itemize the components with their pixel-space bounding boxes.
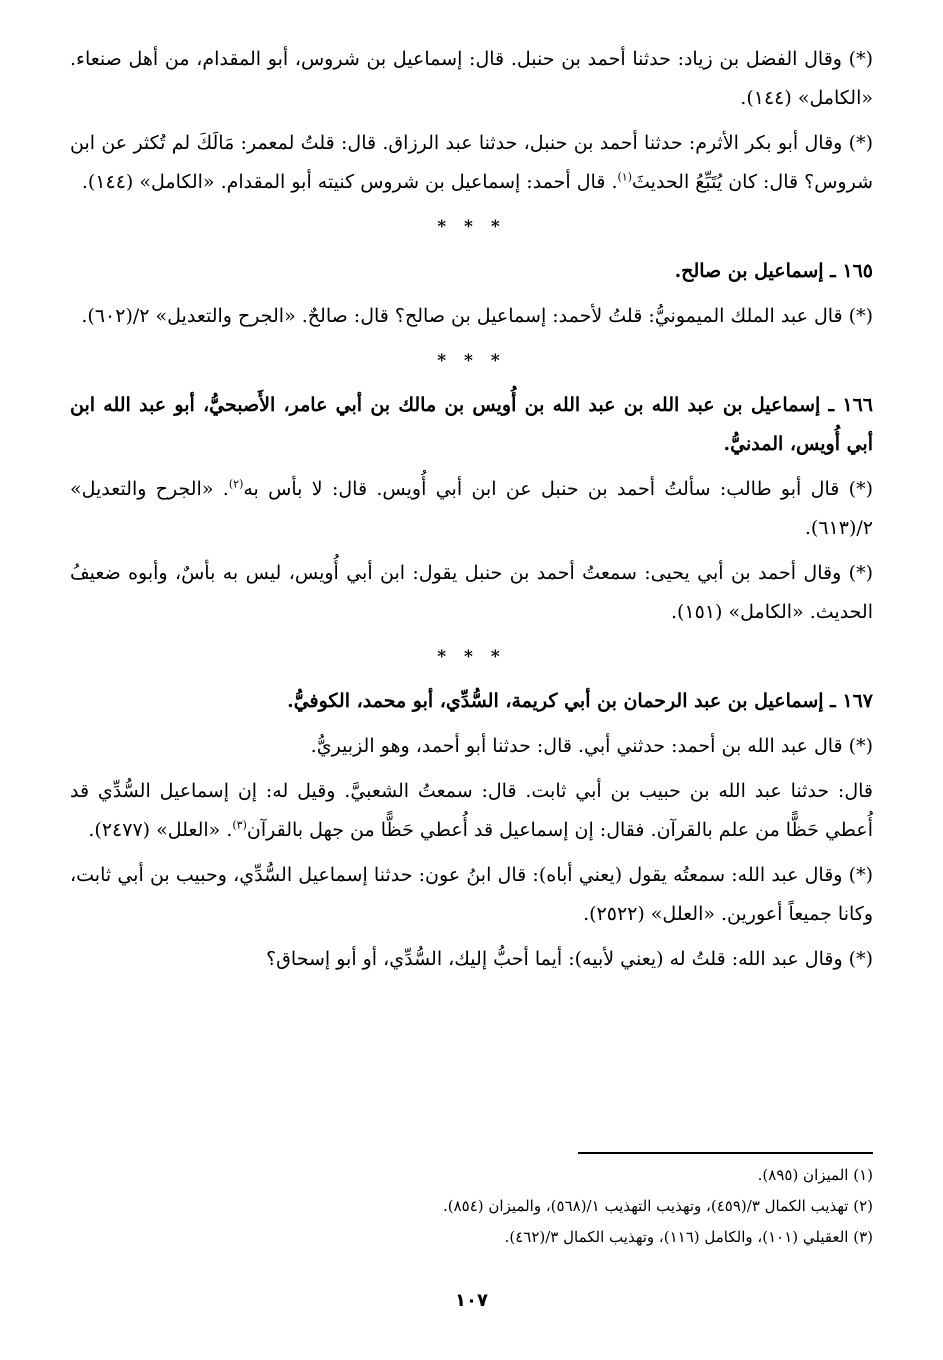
paragraph (70, 470, 873, 548)
footnote: (١) الميزان (٨٩٥). (757, 1166, 873, 1184)
entry-heading-166: ١٦٦ ـ إسماعيل بن عبد الله بن عبد الله بن أُويس بن مالك بن أبي عامر، الأَصبحيُّ، أبو عبد الله ابن أبي أُويس، المدنيُّ. (70, 394, 873, 455)
footnote-ref[interactable]: (٢) (228, 477, 244, 491)
paragraph-text: (*) قال أبو طالب: سألتُ أحمد بن حنبل عن ابن أبي أُويس. قال: لا بأس به (243, 478, 873, 500)
paragraph-text: (*) وقال أبو بكر الأثرم: حدثنا أحمد بن حنبل، حدثنا عبد الرزاق. قال: قلتُ لمعمر: مَالَكَ لم تُكثر عن ابن شروس؟ قال: كان يُتَبِّعُ الحديثَ (70, 132, 873, 193)
paragraph (70, 124, 873, 202)
paragraph: (*) وقال أحمد بن أبي يحيى: سمعتُ أحمد بن حنبل يقول: ابن أبي أُويس، ليس به بأسٌ، وأبوه ضعيفُ الحديث. «الكامل» (١٥١). (70, 562, 873, 623)
footnote-ref[interactable]: (٣) (232, 818, 247, 832)
page-number: ١٠٧ (455, 1290, 488, 1311)
footnote: (٣) العقيلي (١٠١)، والكامل (١١٦)، وتهذيب الكمال ٣/(٤٦٢). (504, 1228, 873, 1246)
section-separator: * * * (437, 647, 506, 667)
paragraph-text: . «العلل» (٢٤٧٧). (88, 819, 233, 841)
paragraph: (*) وقال الفضل بن زياد: حدثنا أحمد بن حنبل. قال: إسماعيل بن شروس، أبو المقدام، من أهل صنعاء. «الكامل» (١٤٤). (70, 48, 873, 109)
paragraph (70, 772, 873, 850)
footnote-ref[interactable]: (١) (617, 170, 632, 184)
footnote: (٢) تهذيب الكمال ٣/(٤٥٩)، وتهذيب التهذيب ١/(٥٦٨)، والميزان (٨٥٤). (443, 1197, 873, 1215)
footnote-divider (578, 1152, 873, 1154)
paragraph-text: . «الجرح والتعديل» ٢/(٦١٣). (70, 478, 873, 539)
paragraph-text: قال: حدثنا عبد الله بن حبيب بن أبي ثابت. قال: سمعتُ الشعبيَّ. وقيل له: إن إسماعيل السُّدِّي قد أُعطي حَظًّا من علم بالقرآن. فقال: إن إسماعيل قد أُعطي حَظًّا من جهل بالقرآن (70, 780, 873, 841)
paragraph-text: . قال أحمد: إسماعيل بن شروس كنيته أبو المقدام. «الكامل» (١٤٤). (81, 171, 618, 193)
page-body (70, 40, 873, 985)
section-separator: * * * (437, 217, 506, 237)
section-separator: * * * (437, 351, 506, 371)
footnotes (70, 1160, 873, 1253)
entry-heading-165: ١٦٥ ـ إسماعيل بن صالح. (674, 260, 873, 282)
entry-heading-167: ١٦٧ ـ إسماعيل بن عبد الرحمان بن أبي كريمة، السُّدِّي، أبو محمد، الكوفيُّ. (287, 690, 873, 712)
paragraph: (*) وقال عبد الله: قلتُ له (يعني لأبيه): أيما أحبُّ إليك، السُّدِّي، أو أبو إسحاق؟ (266, 948, 873, 970)
paragraph: (*) قال عبد الملك الميمونيُّ: قلتُ لأحمد: إسماعيل بن صالح؟ قال: صالحٌ. «الجرح والتعديل» ٢/(٦٠٢). (81, 305, 873, 327)
paragraph: (*) قال عبد الله بن أحمد: حدثني أبي. قال: حدثنا أبو أحمد، وهو الزبيريُّ. (310, 735, 873, 757)
paragraph: (*) وقال عبد الله: سمعتُه يقول (يعني أباه): قال ابنُ عون: حدثنا إسماعيل السُّدِّي، وحبيب بن أبي ثابت، وكانا جميعاً أعورين. «العلل» (٢٥٢٢). (70, 864, 873, 925)
